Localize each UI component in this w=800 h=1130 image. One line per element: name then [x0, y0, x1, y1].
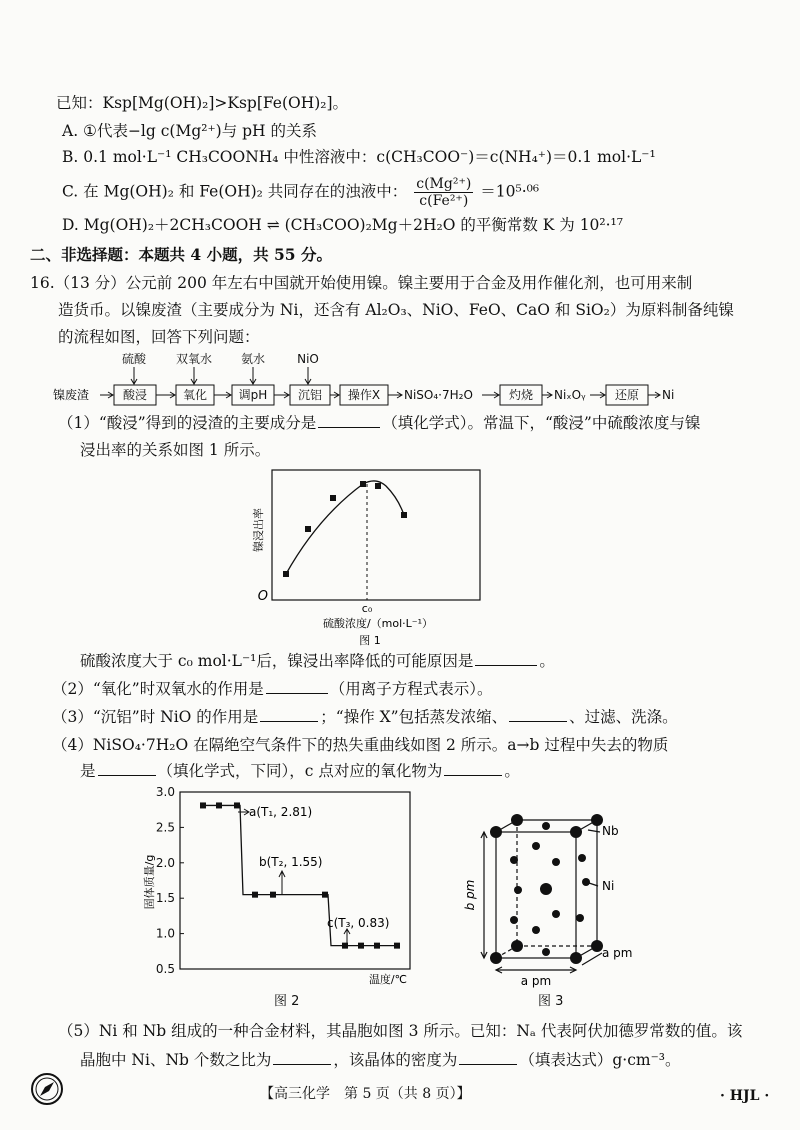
option-c-text: C. 在 Mg(OH)₂ 和 Fe(OH)₂ 共同存在的浊液中： [62, 182, 408, 201]
compass-logo-icon [30, 1072, 64, 1106]
data-point [358, 943, 364, 949]
annotation-c: c(T₃, 0.83) [327, 916, 390, 930]
figure-1-xlabel: 硫酸浓度/（mol·L⁻¹） [322, 617, 434, 630]
figure-1-curve [286, 481, 404, 574]
q16-intro-2: 造货币。以镍废渣（主要成分为 Ni，还含有 Al₂O₃、NiO、FeO、CaO 和 SiO₂）为原料制备纯镍 [58, 301, 734, 319]
q1-line-1 [58, 412, 700, 434]
figure-3-unit-cell [462, 810, 637, 1000]
label-b-pm: b pm [463, 879, 477, 911]
figure-1-caption: 图 1 [359, 634, 381, 647]
answer-blank[interactable] [444, 761, 502, 776]
y-tick-label: 1.5 [155, 891, 175, 906]
figure-2-ylabel: 固体质量/g [143, 854, 156, 910]
fraction-numerator: c(Mg²⁺) [416, 176, 472, 192]
q16-intro-1: 16.（13 分）公元前 200 年左右中国就开始使用镍。镍主要用于合金及用作催化剂，也可用来制 [30, 274, 693, 292]
option-b: B. 0.1 mol·L⁻¹ CH₃COONH₄ 中性溶液中：c(CH₃COO⁻)＝c(NH₄⁺)＝0.1 mol·L⁻¹ [62, 148, 656, 166]
q1-text-b: （填化学式）。常温下，“酸浸”中硫酸浓度与镍 [382, 414, 701, 432]
option-c-fraction [414, 176, 473, 209]
y-tick-label: 2.5 [155, 820, 175, 835]
figure-2-caption: 图 2 [274, 994, 300, 1009]
figure-1-ylabel: 镍浸出率 [252, 508, 265, 552]
answer-blank[interactable] [273, 1050, 331, 1065]
reagent-ammonia: 氨水 [240, 352, 266, 366]
figure-1-points [283, 481, 407, 577]
y-tick-label: 1.0 [155, 926, 175, 941]
figure-3-caption: 图 3 [538, 994, 564, 1009]
q4-line-1: （4）NiSO₄·7H₂O 在隔绝空气条件下的热失重曲线如图 2 所示。a→b 过程中失去的物质 [52, 736, 669, 754]
flow-step-calcine: 灼烧 [508, 388, 534, 402]
figure-2-chart [135, 782, 435, 1007]
known-condition: 已知：Ksp[Mg(OH)₂]>Ksp[Fe(OH)₂]。 [56, 94, 349, 112]
answer-blank[interactable] [459, 1050, 517, 1065]
option-a: A. ①代表−lg c(Mg²⁺)与 pH 的关系 [62, 122, 317, 140]
label-ni: Ni [602, 879, 615, 893]
q1-line-2: 浸出率的关系如图 1 所示。 [80, 441, 271, 459]
option-c [62, 176, 539, 209]
flow-step-adjust-ph: 调pH [238, 388, 268, 402]
data-point [234, 802, 240, 808]
figure-1-chart [248, 462, 508, 652]
figure-1-frame [272, 470, 480, 600]
answer-blank[interactable] [260, 707, 318, 722]
flow-step-precipitate-al: 沉铝 [297, 388, 323, 402]
q3-text-b: ；“操作 X”包括蒸发浓缩、 [320, 708, 508, 726]
q2-text-a: （2）“氧化”时双氧水的作用是 [52, 680, 264, 698]
flow-product: Ni [662, 388, 675, 402]
atoms [490, 814, 603, 964]
q4-line-2 [80, 760, 520, 782]
q5-text-b: ，该晶体的密度为 [333, 1051, 458, 1069]
data-point [322, 892, 328, 898]
q2 [52, 678, 492, 700]
annotation-b: b(T₂, 1.55) [259, 855, 323, 869]
flow-intermediate-1: NiSO₄·7H₂O [404, 388, 473, 402]
q3-text-c: 、过滤、洗涤。 [569, 708, 678, 726]
data-point [394, 943, 400, 949]
flow-intermediate-2: NiₓOᵧ [554, 388, 586, 402]
section-title: 二、非选择题：本题共 4 小题，共 55 分。 [30, 245, 332, 264]
option-d: D. Mg(OH)₂＋2CH₃COOH ⇌ (CH₃COO)₂Mg＋2H₂O 的平衡常数 K 为 10²·¹⁷ [62, 216, 623, 234]
q4-text-b: （填化学式，下同），c 点对应的氧化物为 [157, 762, 443, 780]
q5-line-1: （5）Ni 和 Nb 组成的一种合金材料，其晶胞如图 3 所示。已知：Nₐ 代表阿伏加德罗常数的值。该 [58, 1022, 743, 1040]
figure-1-origin: O [257, 589, 268, 604]
footer-code: · HJL · [720, 1088, 770, 1104]
option-c-value: ＝10⁵·⁰⁶ [480, 182, 540, 201]
q4-text-c: 。 [504, 762, 520, 780]
q2-text-b: （用离子方程式表示）。 [329, 680, 493, 698]
label-a-pm-1: a pm [520, 974, 552, 988]
page-footer: 【高三化学 第 5 页（共 8 页）】 [260, 1086, 471, 1102]
annotation-a: a(T₁, 2.81) [249, 805, 313, 819]
answer-blank[interactable] [318, 413, 380, 428]
q5-line-2 [80, 1049, 681, 1071]
q1-text-c: 硫酸浓度大于 c₀ mol·L⁻¹后，镍浸出率降低的可能原因是 [80, 652, 474, 670]
figure-1-c0: c₀ [361, 602, 373, 615]
process-flow-diagram [50, 350, 740, 410]
q4-text-a: 是 [80, 762, 96, 780]
flow-start: 镍废渣 [53, 388, 90, 402]
q3-text-a: （3）“沉铝”时 NiO 的作用是 [52, 708, 259, 726]
data-point [374, 943, 380, 949]
flow-step-reduce: 还原 [614, 388, 640, 402]
data-point [252, 892, 258, 898]
flow-step-acid-leach: 酸浸 [122, 388, 148, 402]
y-tick-label: 0.5 [155, 962, 175, 976]
answer-blank[interactable] [475, 651, 537, 666]
cell-front-face [496, 832, 576, 958]
q3 [52, 706, 678, 728]
label-nb: Nb [602, 824, 619, 838]
reagent-nio: NiO [297, 352, 319, 366]
answer-blank[interactable] [266, 679, 328, 694]
y-tick-label: 2.0 [155, 855, 175, 870]
flow-step-operation-x: 操作X [347, 388, 381, 402]
label-a-pm-2: a pm [602, 946, 633, 960]
y-tick-label: 3.0 [155, 785, 175, 799]
data-point [270, 892, 276, 898]
q5-text-a: 晶胞中 Ni、Nb 个数之比为 [80, 1051, 272, 1069]
data-point [216, 802, 222, 808]
flow-step-oxidize: 氧化 [182, 388, 208, 402]
q5-text-c: （填表达式）g·cm⁻³。 [519, 1051, 681, 1069]
reagent-hydrogen-peroxide: 双氧水 [175, 352, 213, 366]
data-point [200, 802, 206, 808]
fraction-denominator: c(Fe²⁺) [419, 193, 469, 209]
reagent-sulfuric-acid: 硫酸 [121, 352, 147, 366]
answer-blank[interactable] [509, 707, 567, 722]
q1-text-d: 。 [539, 652, 555, 670]
q1-line-3 [80, 650, 555, 672]
answer-blank[interactable] [98, 761, 156, 776]
q16-intro-3: 的流程如图，回答下列问题： [58, 328, 260, 346]
q1-text-a: （1）“酸浸”得到的浸渣的主要成分是 [58, 414, 317, 432]
figure-2-xlabel: 温度/℃ [368, 973, 407, 986]
